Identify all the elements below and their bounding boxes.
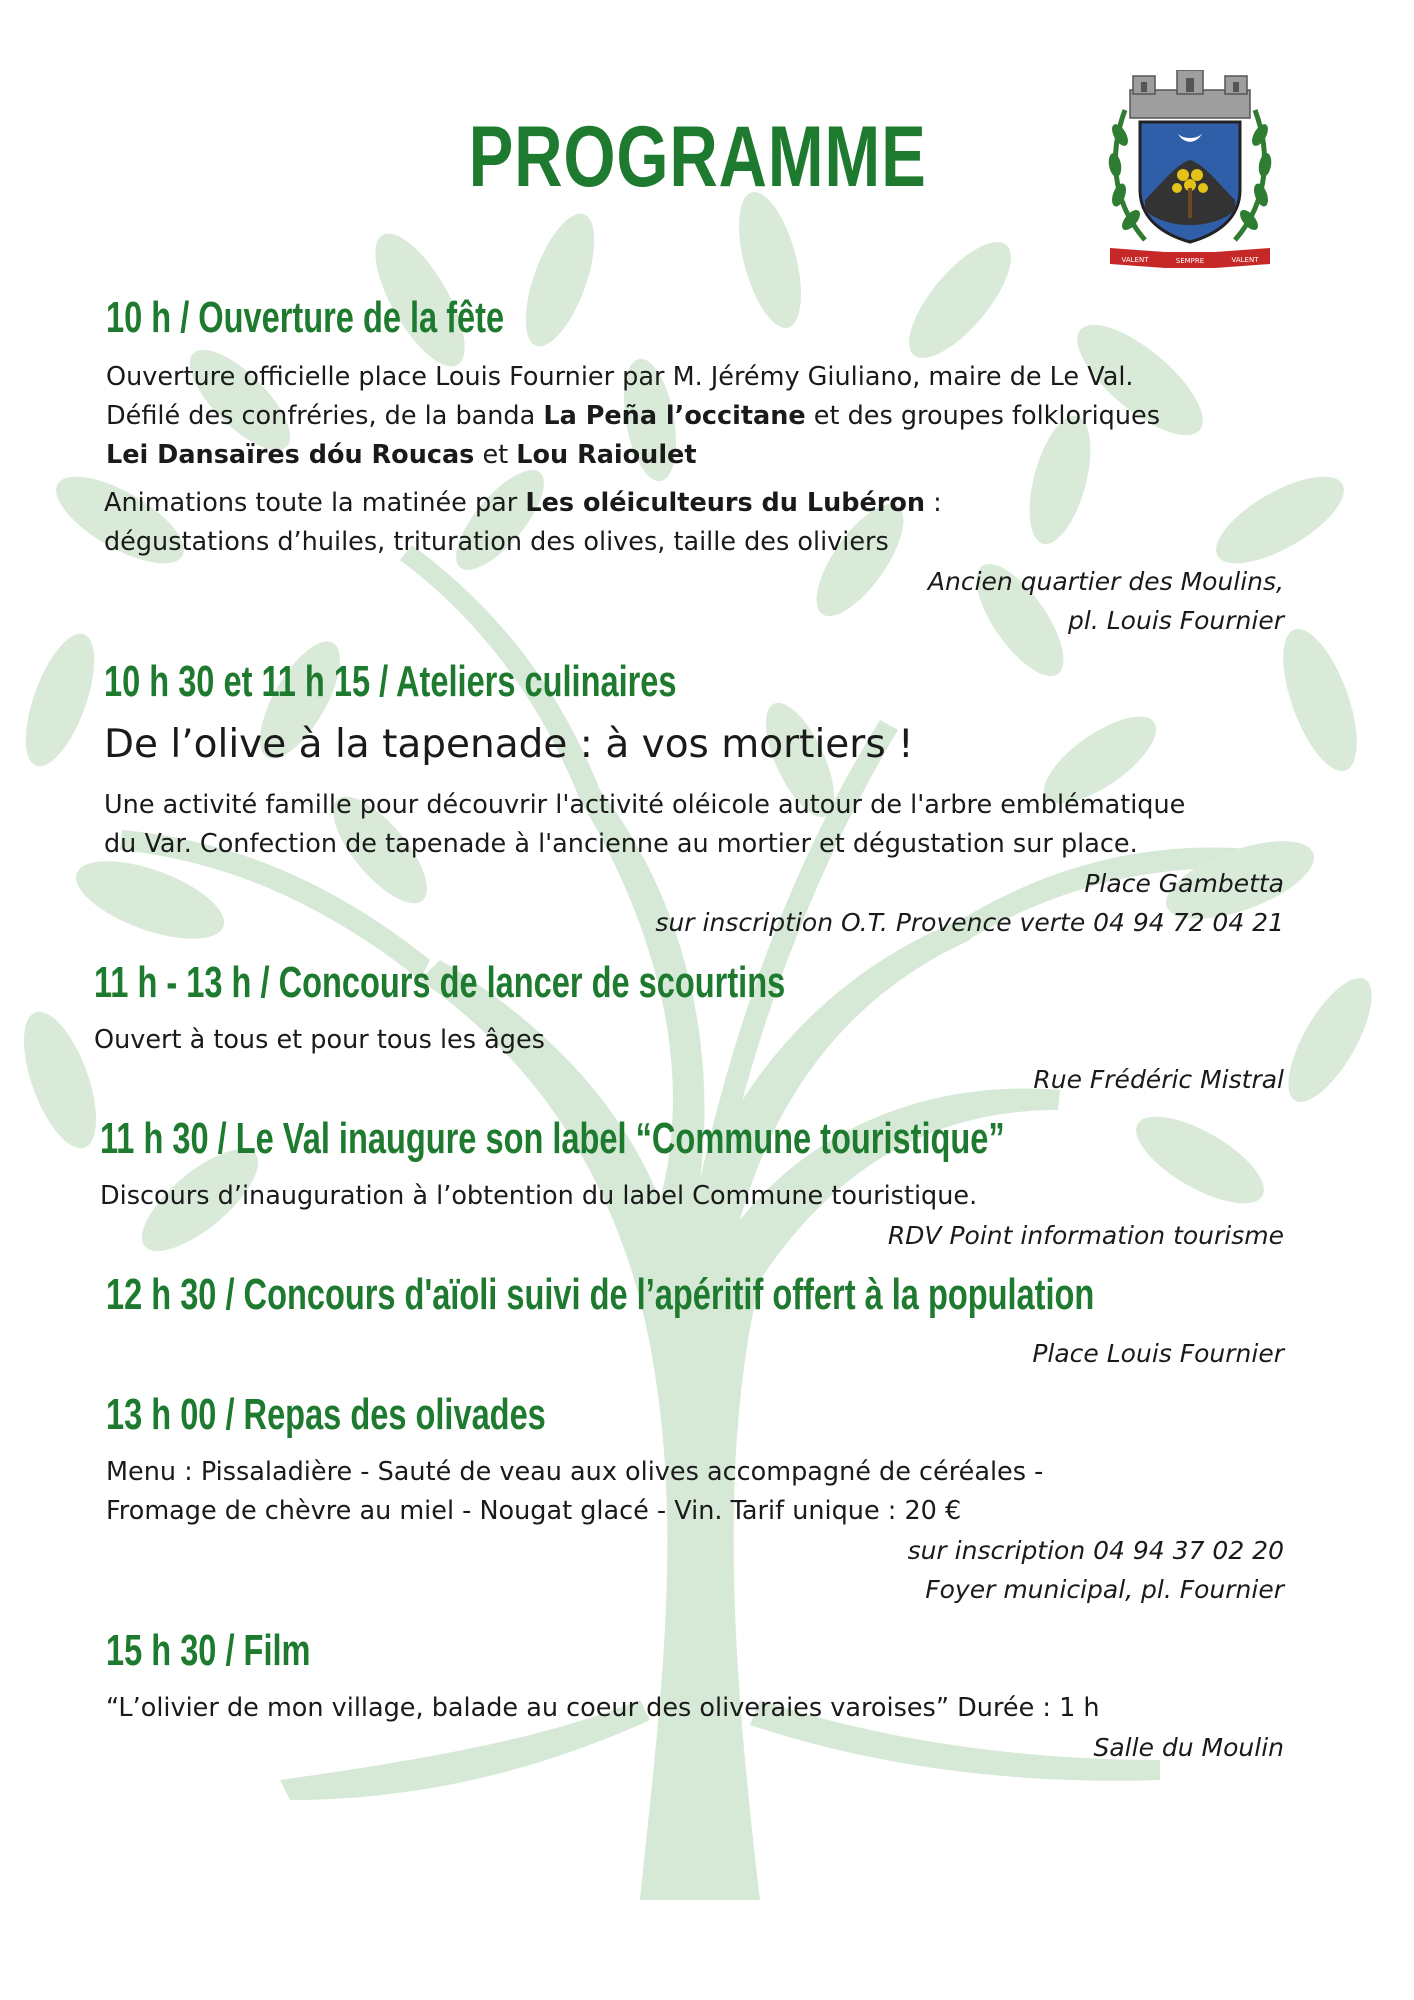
event-heading: 11 h 30 / Le Val inaugure son label “Commune touristique” bbox=[100, 1114, 1005, 1163]
event-location: RDV Point information tourisme bbox=[887, 1221, 1284, 1250]
event-heading: 11 h - 13 h / Concours de lancer de scourtins bbox=[94, 958, 786, 1007]
event-text: Ouverture officielle place Louis Fournier par M. Jérémy Giuliano, maire de Le Val. bbox=[106, 362, 1134, 392]
event-heading: 10 h 30 et 11 h 15 / Ateliers culinaires bbox=[104, 657, 677, 706]
event-text: du Var. Confection de tapenade à l'ancienne au mortier et dégustation sur place. bbox=[104, 829, 1138, 859]
event-heading: 12 h 30 / Concours d'aïoli suivi de l’apéritif offert à la population bbox=[106, 1270, 1095, 1319]
event-text: Lei Dansaïres dóu Roucas et Lou Raioulet bbox=[106, 440, 697, 470]
page-title: PROGRAMME bbox=[468, 109, 927, 205]
event-location: Rue Frédéric Mistral bbox=[1033, 1065, 1284, 1094]
event-text: “L’olivier de mon village, balade au coeur des oliveraies varoises” Durée : 1 h bbox=[106, 1693, 1100, 1723]
event-location: Place Gambetta bbox=[1084, 869, 1284, 898]
event-text: Une activité famille pour découvrir l'activité oléicole autour de l'arbre emblématique bbox=[104, 790, 1186, 820]
svg-text:VALENT: VALENT bbox=[1121, 256, 1149, 264]
event-heading: 13 h 00 / Repas des olivades bbox=[106, 1390, 546, 1439]
event-heading: 10 h / Ouverture de la fête bbox=[106, 293, 505, 342]
event-subtitle: De l’olive à la tapenade : à vos mortiers ! bbox=[104, 722, 914, 767]
event-location: sur inscription 04 94 37 02 20 bbox=[907, 1536, 1284, 1565]
event-text: Animations toute la matinée par Les oléiculteurs du Lubéron : bbox=[104, 488, 942, 518]
event-location: Place Louis Fournier bbox=[1032, 1339, 1284, 1368]
event-location: pl. Louis Fournier bbox=[1068, 606, 1284, 635]
event-location: Foyer municipal, pl. Fournier bbox=[925, 1575, 1284, 1604]
svg-text:VALENT: VALENT bbox=[1231, 256, 1259, 264]
svg-text:SEMPRE: SEMPRE bbox=[1175, 257, 1205, 265]
event-location: sur inscription O.T. Provence verte 04 94 72 04 21 bbox=[655, 908, 1284, 937]
event-text: Discours d’inauguration à l’obtention du label Commune touristique. bbox=[100, 1181, 978, 1211]
event-text: Menu : Pissaladière - Sauté de veau aux olives accompagné de céréales - bbox=[106, 1457, 1044, 1487]
event-text: Défilé des confréries, de la banda La Peña l’occitane et des groupes folkloriques bbox=[106, 401, 1160, 431]
event-text: Fromage de chèvre au miel - Nougat glacé - Vin. Tarif unique : 20 € bbox=[106, 1496, 962, 1526]
event-text: Ouvert à tous et pour tous les âges bbox=[94, 1025, 545, 1055]
event-location: Salle du Moulin bbox=[1093, 1733, 1284, 1762]
coat-of-arms-logo bbox=[1105, 70, 1275, 275]
event-heading: 15 h 30 / Film bbox=[106, 1626, 311, 1675]
event-location: Ancien quartier des Moulins, bbox=[927, 567, 1284, 596]
event-text: dégustations d’huiles, trituration des olives, taille des oliviers bbox=[104, 527, 889, 557]
